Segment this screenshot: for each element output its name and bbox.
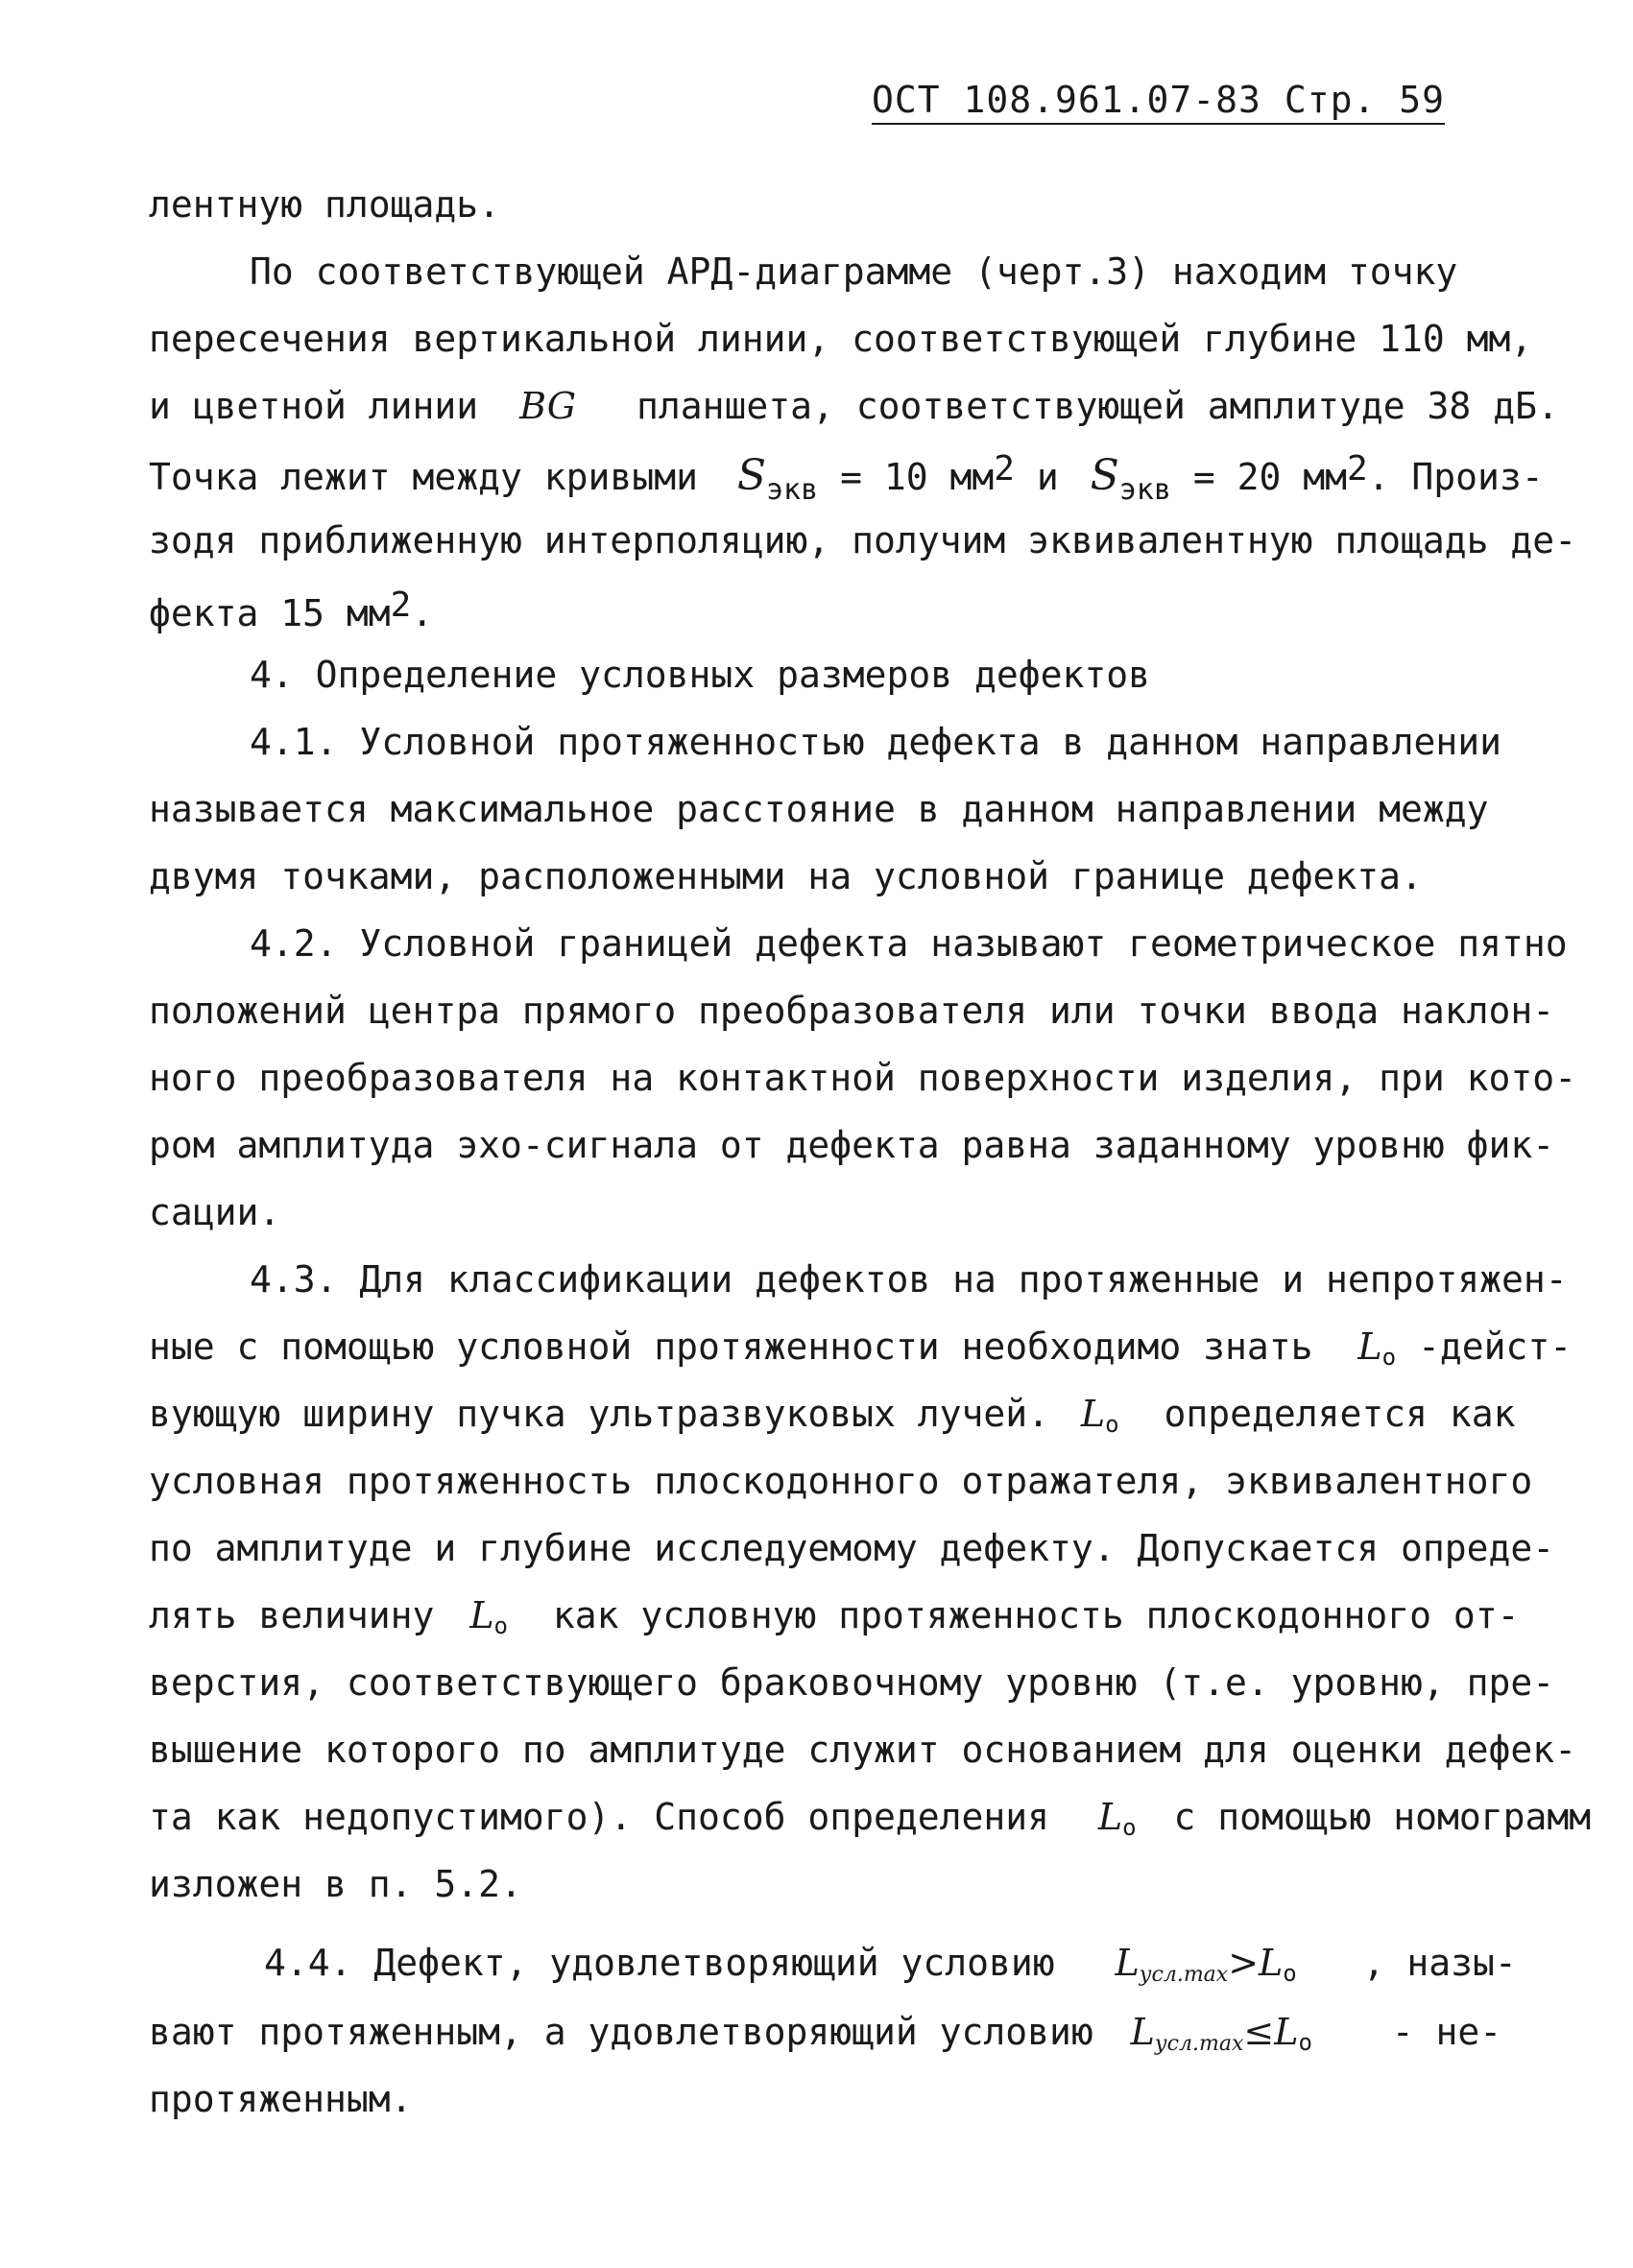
formula-symbol: L bbox=[1357, 1325, 1382, 1368]
text-line bbox=[149, 447, 1544, 513]
text-line bbox=[250, 720, 1502, 764]
text-segment: сации. bbox=[149, 1191, 281, 1233]
formula-subscript: усл.max bbox=[1154, 2032, 1244, 2056]
text-segment: условная протяженность плоскодонного отражателя, эквивалентного bbox=[149, 1460, 1533, 1502]
text-segment: лентную площадь. bbox=[149, 183, 501, 226]
text-line bbox=[149, 1392, 1516, 1446]
page-label: Стр. bbox=[1284, 79, 1377, 121]
formula-superscript: 2 bbox=[994, 449, 1015, 489]
text-line bbox=[149, 384, 1559, 428]
formula-subscript: экв bbox=[766, 473, 819, 507]
text-segment: протяженным. bbox=[149, 2078, 413, 2120]
formula-symbol: L bbox=[1259, 1942, 1284, 1984]
formula-subscript: o bbox=[1122, 1814, 1137, 1841]
text-line bbox=[149, 518, 1577, 562]
text-segment: пересечения вертикальной линии, соответствующей глубине 110 мм, bbox=[149, 318, 1533, 360]
formula-symbol: L bbox=[1080, 1393, 1106, 1435]
text-line bbox=[149, 1593, 1520, 1648]
text-segment: двумя точками, расположенными на условной границе дефекта. bbox=[149, 855, 1423, 897]
text-line bbox=[250, 1257, 1568, 1301]
text-line bbox=[149, 854, 1499, 898]
formula-subscript: o bbox=[1283, 1960, 1297, 1987]
text-line bbox=[149, 989, 1555, 1033]
text-segment: ного преобразователя на контактной поверхности изделия, при кото- bbox=[149, 1057, 1577, 1099]
page-number: 59 bbox=[1399, 79, 1445, 121]
text-line bbox=[149, 1123, 1555, 1167]
text-segment: - не- bbox=[1391, 2011, 1502, 2053]
text-segment: ром амплитуда эхо-сигнала от дефекта равна заданному уровню фик- bbox=[149, 1124, 1555, 1166]
text-segment: = 20 мм bbox=[1192, 456, 1347, 498]
text-line bbox=[149, 1190, 1499, 1234]
document-reference: ОСТ 108.961.07-83 bbox=[872, 79, 1261, 121]
formula-operator: > bbox=[1228, 1942, 1260, 1984]
formula-subscript: o bbox=[1381, 1344, 1397, 1371]
text-segment: Точка лежит между кривыми bbox=[149, 456, 698, 498]
text-segment: зодя приближенную интерполяцию, получим эквивалентную площадь де- bbox=[149, 519, 1577, 561]
text-line bbox=[149, 1795, 1592, 1850]
text-line bbox=[149, 1862, 1499, 1906]
text-segment: определяется как bbox=[1164, 1393, 1516, 1435]
text-segment: 4. Определение условных размеров дефектов bbox=[250, 654, 1150, 696]
text-segment: 4.1. Условной протяженностью дефекта в данном направлении bbox=[250, 721, 1502, 763]
formula-symbol: L bbox=[1130, 2011, 1155, 2053]
formula-subscript: o bbox=[1298, 2029, 1312, 2056]
text-line bbox=[149, 1056, 1577, 1100]
text-segment: вают протяженным, а удовлетворяющий условию bbox=[149, 2011, 1093, 2053]
page-header bbox=[872, 79, 1445, 125]
text-segment: верстия, соответствующего браковочному уровню (т.е. уровню, пре- bbox=[149, 1661, 1555, 1704]
text-segment: называется максимальное расстояние в данном направлении между bbox=[149, 788, 1489, 830]
text-segment: с помощью номограмм bbox=[1173, 1796, 1592, 1838]
text-segment: та как недопустимого). Способ определения bbox=[149, 1796, 1049, 1838]
text-segment: по амплитуде и глубине исследуемому дефекту. Допускается опреде- bbox=[149, 1527, 1555, 1569]
text-segment: и bbox=[1036, 456, 1059, 498]
text-line bbox=[149, 1728, 1577, 1772]
text-line bbox=[264, 1941, 1517, 1997]
text-line bbox=[149, 584, 1499, 635]
text-line bbox=[250, 250, 1499, 294]
text-segment: 4.3. Для классификации дефектов на протяженные и непротяжен- bbox=[250, 1258, 1568, 1301]
formula-symbol: L bbox=[469, 1594, 494, 1636]
text-segment: изложен в п. 5.2. bbox=[149, 1863, 522, 1905]
text-segment: , назы- bbox=[1362, 1942, 1517, 1984]
formula-subscript: экв bbox=[1118, 473, 1171, 507]
text-segment: лять величину bbox=[149, 1594, 435, 1636]
formula-symbol: S bbox=[1090, 451, 1119, 500]
formula-subscript: усл.max bbox=[1139, 1963, 1229, 1987]
text-line bbox=[149, 182, 1499, 227]
text-segment: . bbox=[411, 592, 434, 634]
text-line bbox=[149, 1459, 1533, 1503]
text-segment: ные с помощью условной протяженности необходимо знать bbox=[149, 1325, 1313, 1368]
text-segment: как условную протяженность плоскодонного от- bbox=[552, 1594, 1520, 1636]
text-segment: . Произ- bbox=[1367, 456, 1544, 498]
text-line bbox=[149, 1325, 1573, 1379]
text-segment: фекта 15 мм bbox=[149, 592, 391, 634]
text-segment: положений центра прямого преобразователя или точки ввода наклон- bbox=[149, 990, 1555, 1032]
text-segment: планшета, соответствующей амплитуде 38 дБ. bbox=[636, 385, 1559, 427]
formula-symbol: L bbox=[1097, 1796, 1123, 1838]
text-segment: = 10 мм bbox=[840, 456, 995, 498]
formula-symbol: BG bbox=[519, 385, 577, 427]
text-segment: -дейст- bbox=[1418, 1325, 1573, 1368]
formula-subscript: o bbox=[1105, 1411, 1119, 1438]
text-line bbox=[149, 2010, 1502, 2066]
formula-symbol: S bbox=[736, 451, 766, 500]
text-line bbox=[250, 921, 1568, 966]
text-line bbox=[149, 1660, 1555, 1705]
text-segment: и цветной линии bbox=[149, 385, 479, 427]
text-segment: 4.4. Дефект, удовлетворяющий условию bbox=[264, 1942, 1055, 1984]
text-segment: вующую ширину пучка ультразвуковых лучей. bbox=[149, 1393, 1049, 1435]
formula-symbol: L bbox=[1274, 2011, 1299, 2053]
text-segment: вышение которого по амплитуде служит основанием для оценки дефек- bbox=[149, 1729, 1577, 1771]
text-line bbox=[149, 317, 1533, 361]
text-line bbox=[149, 1526, 1555, 1570]
text-segment: 4.2. Условной границей дефекта называют геометрическое пятно bbox=[250, 922, 1568, 965]
formula-subscript: o bbox=[493, 1612, 508, 1639]
text-segment: По соответствующей АРД-диаграмме (черт.3) находим точку bbox=[250, 251, 1458, 293]
formula-symbol: L bbox=[1115, 1942, 1140, 1984]
formula-superscript: 2 bbox=[1346, 449, 1368, 489]
formula-operator: ≤ bbox=[1243, 2011, 1275, 2053]
text-line bbox=[149, 2077, 1499, 2121]
formula-superscript: 2 bbox=[390, 585, 412, 625]
text-line bbox=[149, 787, 1499, 831]
section-heading bbox=[250, 653, 1499, 697]
